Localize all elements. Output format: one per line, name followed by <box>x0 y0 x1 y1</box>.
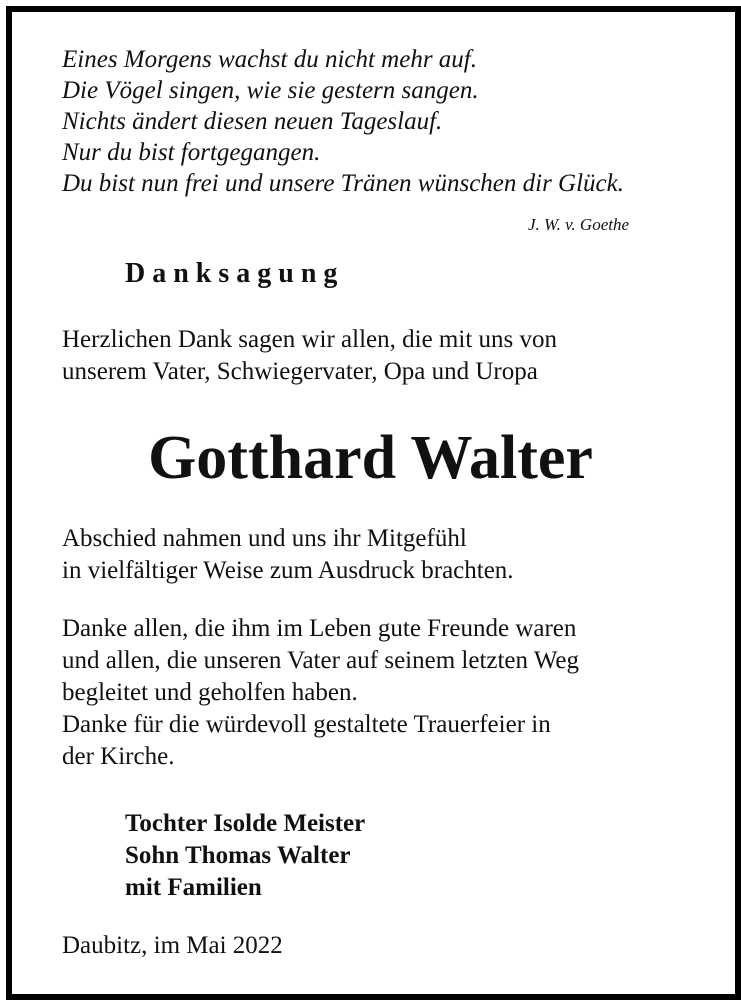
signature-line: Sohn Thomas Walter <box>125 842 351 869</box>
signature-line: Tochter Isolde Meister <box>125 810 366 837</box>
poem-line: Du bist nun frei und unsere Tränen wünschen dir Glück. <box>62 170 624 197</box>
paragraph-2 <box>62 613 579 773</box>
poem-line: Nur du bist fortgegangen. <box>62 139 321 166</box>
deceased-name: Gotthard Walter <box>148 424 593 492</box>
text-line: unserem Vater, Schwiegervater, Opa und Uropa <box>62 358 538 385</box>
text-line: begleitet und geholfen haben. <box>62 679 358 706</box>
heading: Danksagung <box>125 258 345 289</box>
text-line: der Kirche. <box>62 743 175 770</box>
intro-text <box>62 324 557 388</box>
poem <box>62 44 624 199</box>
poem-line: Nichts ändert diesen neuen Tageslauf. <box>62 108 443 135</box>
text-line: Danke für die würdevoll gestaltete Trauerfeier in <box>62 711 551 738</box>
poem-line: Die Vögel singen, wie sie gestern sangen. <box>62 77 479 104</box>
text-line: in vielfältiger Weise zum Ausdruck brachten. <box>62 557 514 584</box>
paragraph-1 <box>62 523 514 587</box>
text-line: Abschied nahmen und uns ihr Mitgefühl <box>62 525 467 552</box>
text-line: und allen, die unseren Vater auf seinem letzten Weg <box>62 647 580 674</box>
place-date: Daubitz, im Mai 2022 <box>62 932 283 959</box>
signatures <box>125 808 365 904</box>
poem-line: Eines Morgens wachst du nicht mehr auf. <box>62 46 478 73</box>
signature-line: mit Familien <box>125 874 262 901</box>
poem-author: J. W. v. Goethe <box>528 215 630 234</box>
text-line: Danke allen, die ihm im Leben gute Freunde waren <box>62 615 577 642</box>
text-line: Herzlichen Dank sagen wir allen, die mit uns von <box>62 326 557 353</box>
